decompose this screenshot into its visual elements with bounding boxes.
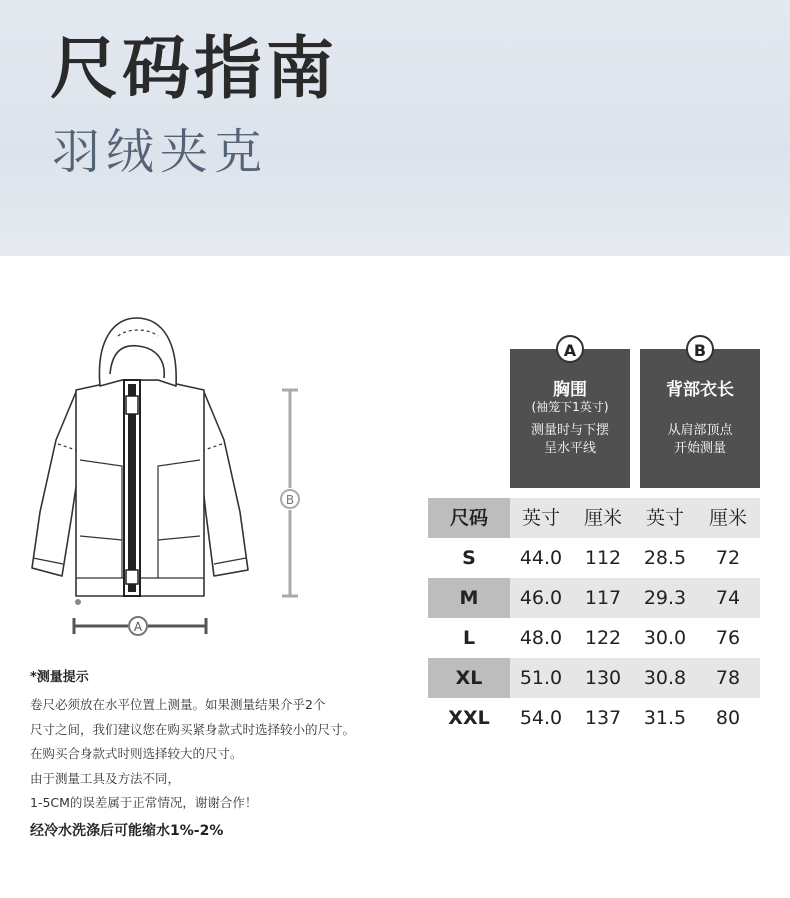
shrinkage-note: 经冷水洗涤后可能缩水1%-2% <box>30 822 224 839</box>
back-length-title: 背部衣长 <box>666 380 734 400</box>
back-desc-line-1: 从肩部顶点 <box>667 423 733 438</box>
value-cell: 44.0 <box>519 547 563 569</box>
chest-description <box>510 422 630 458</box>
value-cell: 30.0 <box>643 627 687 649</box>
header-banner <box>0 0 790 256</box>
value-cell: 51.0 <box>519 667 563 689</box>
back-length-description <box>640 422 760 458</box>
size-cell: XL <box>428 658 510 698</box>
value-cell: 46.0 <box>519 587 563 609</box>
marker-a: A <box>133 620 143 634</box>
table-row <box>428 538 760 578</box>
table-row <box>428 618 760 658</box>
value-cell: 54.0 <box>519 707 563 729</box>
size-cell: S <box>462 547 476 569</box>
page-subtitle: 羽绒夹克 <box>52 124 269 180</box>
value-cell: 117 <box>584 587 622 609</box>
marker-b: B <box>285 493 295 507</box>
value-cell: 48.0 <box>519 627 563 649</box>
marker-b-badge: B <box>686 335 714 363</box>
value-cell: 74 <box>715 587 741 609</box>
back-length-card <box>640 341 760 488</box>
value-cell: 122 <box>584 627 622 649</box>
value-cell: 137 <box>584 707 622 729</box>
note-line: 在购买合身款式时则选择较大的尺寸。 <box>30 746 243 761</box>
value-cell: 29.3 <box>643 587 687 609</box>
table-row <box>428 698 760 738</box>
size-cell: L <box>462 627 476 649</box>
header-cell-inch-a: 英寸 <box>521 507 560 529</box>
note-line: 卷尺必须放在水平位置上测量。如果测量结果介乎2个 <box>30 697 326 712</box>
chest-title: 胸围 <box>553 380 587 400</box>
page-title: 尺码指南 <box>50 30 339 109</box>
value-cell: 28.5 <box>643 547 687 569</box>
notes-title: *测量提示 <box>30 670 89 685</box>
header-cell-inch-b: 英寸 <box>645 507 684 529</box>
table-row <box>428 578 760 618</box>
measurement-notes <box>30 666 410 840</box>
value-cell: 76 <box>715 627 741 649</box>
note-line: 由于测量工具及方法不同， <box>30 770 181 786</box>
table-row <box>428 658 760 698</box>
chest-desc-line-2: 呈水平线 <box>543 441 596 456</box>
chest-desc-line-1: 测量时与下摆 <box>530 423 609 438</box>
marker-a-badge: A <box>556 335 584 363</box>
size-cell: XXL <box>448 707 490 729</box>
size-table <box>428 498 760 738</box>
header-cell-size: 尺码 <box>428 498 510 538</box>
note-line: 尺寸之间，我们建议您在购买紧身款式时选择较小的尺寸。 <box>30 721 356 737</box>
header-cell-cm-b: 厘米 <box>708 507 747 529</box>
table-header-row <box>428 498 760 538</box>
value-cell: 112 <box>584 547 622 569</box>
value-cell: 31.5 <box>643 707 687 729</box>
back-desc-line-2: 开始测量 <box>673 441 726 456</box>
header-cell-cm-a: 厘米 <box>583 507 622 529</box>
value-cell: 80 <box>715 707 741 729</box>
value-cell: 30.8 <box>643 667 687 689</box>
note-line: 1-5CM的误差属于正常情况，谢谢合作！ <box>30 795 258 810</box>
value-cell: 130 <box>584 667 622 689</box>
size-cell: M <box>428 578 510 618</box>
chest-card <box>510 341 630 488</box>
value-cell: 78 <box>715 667 741 689</box>
value-cell: 72 <box>715 547 741 569</box>
jacket-diagram <box>18 300 318 645</box>
chest-subtitle: (袖笼下1英寸) <box>531 400 609 414</box>
